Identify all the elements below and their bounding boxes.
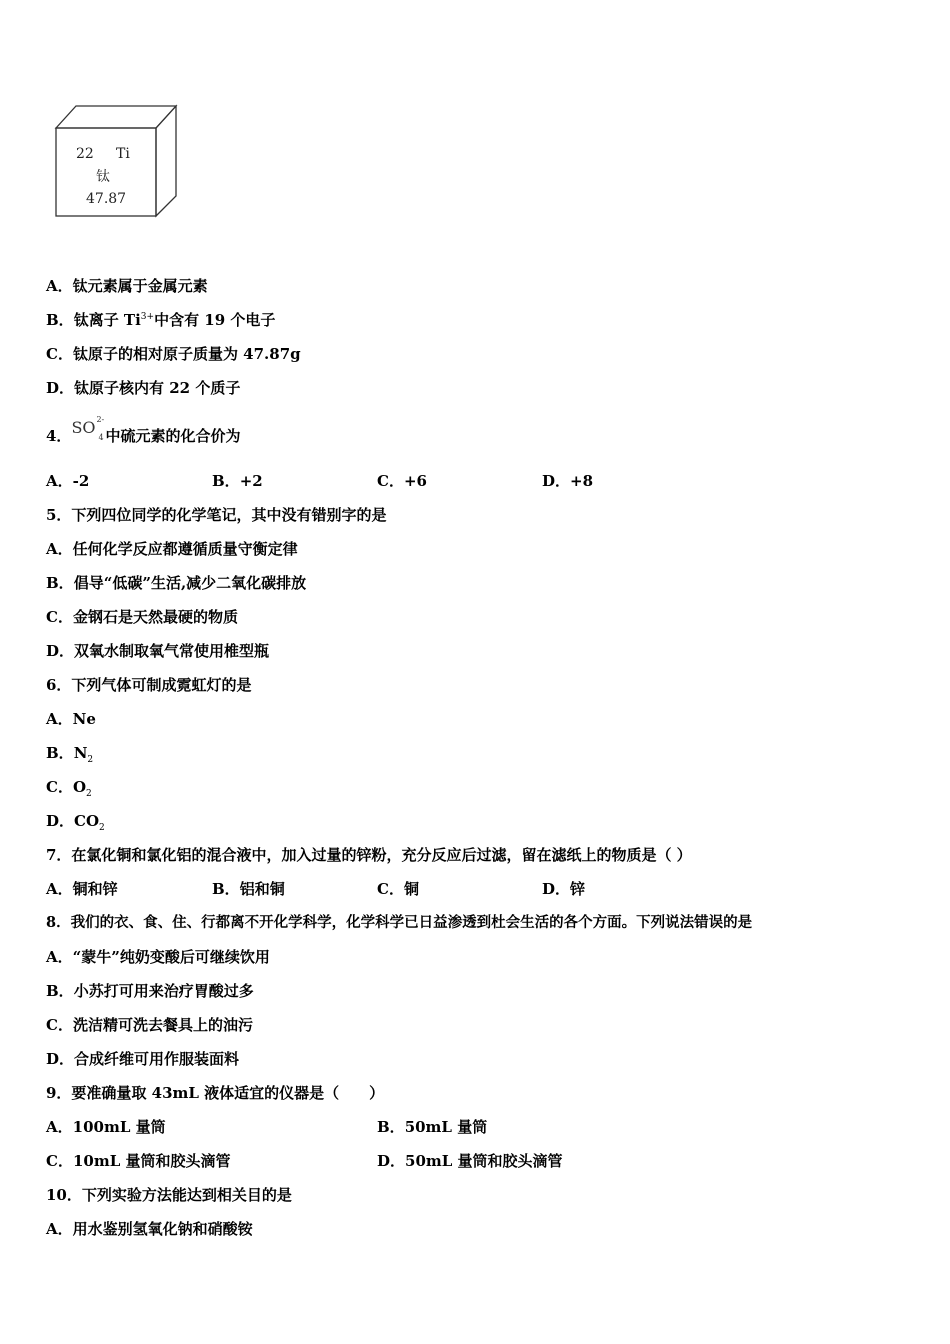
q7-option-c: C．铜 (377, 880, 419, 898)
q5-option-b: B．倡导“低碳”生活,减少二氧化碳排放 (46, 574, 307, 592)
q9-stem: 9．要准确量取 43mL 液体适宜的仪器是（ ） (46, 1084, 385, 1102)
element-card (52, 100, 182, 224)
q8-option-a: A．“蒙牛”纯奶变酸后可继续饮用 (46, 948, 270, 966)
q6-option-c: C．$O_2$ (46, 778, 92, 799)
q4-option-a: A．-2 (46, 472, 90, 490)
element-atomic-mass: 47.87 (86, 191, 127, 207)
element-name: 钛 (96, 169, 110, 185)
q9-option-a: A．100mL 量筒 (46, 1118, 166, 1136)
q4-option-c: C．+6 (377, 472, 427, 490)
q5-option-d: D．双氧水制取氧气常使用椎型瓶 (46, 642, 270, 660)
q8-option-b: B．小苏打可用来治疗胃酸过多 (46, 982, 254, 1000)
q4-option-b: B．+2 (212, 472, 263, 490)
q6-option-b: B．$N_2$ (46, 744, 94, 765)
q3-option-a: A．钛元素属于金属元素 (46, 277, 208, 295)
q6-option-a: A．Ne (46, 710, 96, 728)
q3-option-b: B．钛离子 $Ti^{3+}$中含有 19 个电子 (46, 311, 276, 329)
sulfate-formula: SO 2- 4 (71, 415, 105, 442)
q4-option-d: D．+8 (542, 472, 594, 490)
q7-option-d: D．锌 (542, 880, 586, 898)
q6-stem: 6．下列气体可制成霓虹灯的是 (46, 676, 252, 694)
element-atomic-number: 22 (76, 146, 94, 162)
q5-option-c: C．金钢石是天然最硬的物质 (46, 608, 238, 626)
q5-option-a: A．任何化学反应都遵循质量守衡定律 (46, 540, 298, 558)
q6-option-d: D．$CO_2$ (46, 812, 105, 833)
q7-option-b: B．铝和铜 (212, 880, 285, 898)
q10-stem: 10．下列实验方法能达到相关目的是 (46, 1186, 292, 1204)
q5-stem: 5．下列四位同学的化学笔记，其中没有错别字的是 (46, 506, 387, 524)
q3-option-d: D．钛原子核内有 22 个质子 (46, 379, 241, 397)
q9-option-c: C．10mL 量筒和胶头滴管 (46, 1152, 231, 1170)
q3-option-c: C．钛原子的相对原子质量为 47.87g (46, 345, 301, 363)
q4-stem: 4．SO 2- 4 中硫元素的化合价为 (46, 415, 241, 445)
q7-stem: 7．在氯化铜和氯化铝的混合液中，加入过量的锌粉，充分反应后过滤，留在滤纸上的物质是（ ） (46, 846, 692, 864)
q8-option-d: D．合成纤维可用作服装面料 (46, 1050, 240, 1068)
q9-option-b: B．50mL 量筒 (377, 1118, 488, 1136)
element-symbol: Ti (116, 146, 130, 162)
q8-stem: 8．我们的衣、食、住、行都离不开化学科学，化学科学已日益渗透到杜会生活的各个方面。下列说法错误的是 (46, 914, 753, 931)
q8-option-c: C．洗洁精可洗去餐具上的油污 (46, 1016, 253, 1034)
q10-option-a: A．用水鉴别氢氧化钠和硝酸铵 (46, 1220, 253, 1238)
q9-option-d: D．50mL 量筒和胶头滴管 (377, 1152, 563, 1170)
q7-option-a: A．铜和锌 (46, 880, 118, 898)
